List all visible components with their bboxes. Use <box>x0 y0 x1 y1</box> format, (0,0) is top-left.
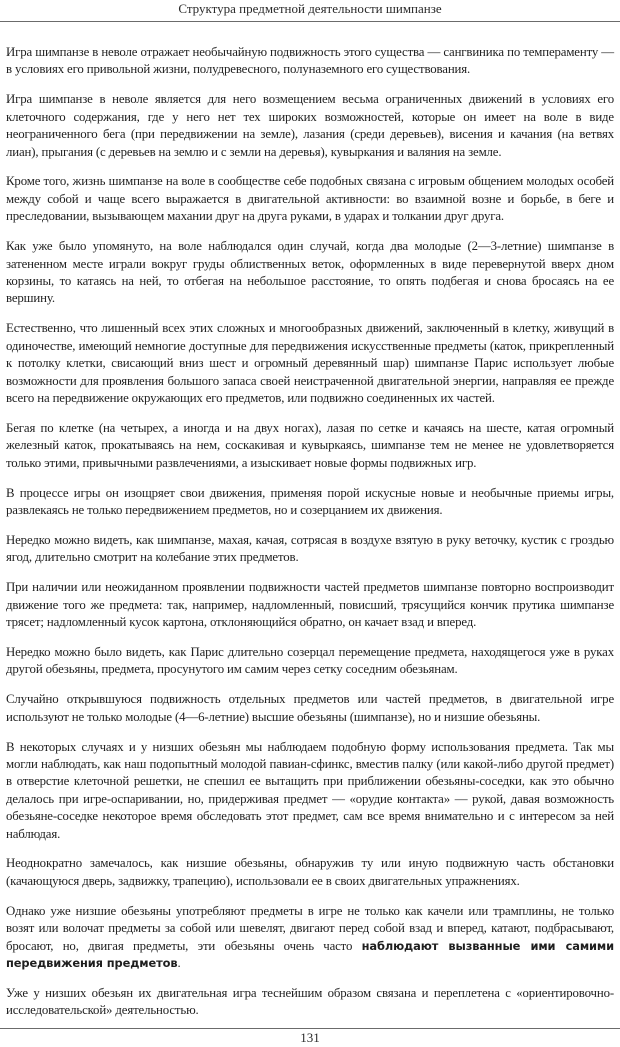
emphasized-phrase: наблюдают вызванные ими самими передвижения предметов <box>6 938 615 970</box>
paragraph-1: Игра шимпанзе в неволе отражает необычайную подвижность этого существа — сангвиника по темпераменту — в условиях его привольной жизни, полудревесного, полуназемного его существования. <box>6 45 614 77</box>
paragraph-8: Нередко можно видеть, как шимпанзе, махая, качая, сотрясая в воздухе взятую в руку веточку, кустик с гроздью ягод, длительно смотрит на колебание этих предметов. <box>6 532 614 565</box>
paragraph-4: Как уже было упомянуто, на воле наблюдался один случай, когда два молодые (2—3-летние) шимпанзе в затененном месте играли вокруг груды облиственных веток, оформленных в виде перевернутой вверх дном корзины, то катаясь на ней, то отбегая на небольшое расстояние, то опять подбегая и снова бросаясь на ее вершину. <box>6 239 614 306</box>
paragraph-5: Естественно, что лишенный всех этих сложных и многообразных движений, заключенный в клетку, живущий в одиночестве, имеющий немногие доступные для передвижения искусственные предметы (каток, прикрепленный к потолку клетки, свисающий вниз шест и огромный деревянный шар) шимпанзе Парис использует любые возможности для проявления большого запаса своей неистраченной двигательной энергии, направляя ее прежде всего на передвижение окружающих его предметов, или подвижно соединенных их частей. <box>6 321 614 405</box>
footer-divider <box>0 1028 620 1029</box>
paragraph-14-text: Однако уже низшие обезьяны употребляют предметы в игре не только как качели или трамплины, не только возят или волочат предметы за собой или шевелят, двигают перед собой взад и вперед, катают, подбрасывают, бросают, но, двигая предметы, эти обезьяны очень часто <box>6 903 614 953</box>
paragraph-15: Уже у низших обезьян их двигательная игра теснейшим образом связана и переплетена с «ориентировочно-исследовательской» деятельностью. <box>6 985 614 1018</box>
paragraph-7: В процессе игры он изощряет свои движения, применяя порой искусные новые и необычные приемы игры, развлекаясь не только передвижением предметов, но и созерцанием их движения. <box>6 485 614 517</box>
paragraph-6: Бегая по клетке (на четырех, а иногда и на двух ногах), лазая по сетке и качаясь на шесте, катая огромный железный каток, прокатываясь на нем, соскакивая и кувыркаясь, шимпанзе тем не менее не удовлетворяется только этими, привычными развлечениями, а изыскивает новые формы подвижных игр. <box>6 420 614 470</box>
paragraph-2: Игра шимпанзе в неволе является для него возмещением весьма ограниченных движений в условиях его клеточного содержания, где у него нет тех широких возможностей, которые он имеет на воле в виде неограниченного бега (при передвижении на земле), лазания (среди деревьев), висения и качания (на ветвях лиан), прыгания (с деревьев на землю и с земли на деревья), кувыркания и валяния на земле. <box>6 92 614 159</box>
paragraph-11: Случайно открывшуюся подвижность отдельных предметов или частей предметов, в двигательной игре используют не только молодые (4—6-летние) высшие обезьяны (шимпанзе), но и низшие обезьяны. <box>6 692 614 724</box>
paragraph-14 <box>6 903 614 973</box>
paragraph-9: При наличии или неожиданном проявлении подвижности частей предметов шимпанзе повторно воспроизводит движение того же предмета: так, например, надломленный, повисший, трясущийся кончик прутика шимпанзе трясет; надломленный кусок картона, отклоняющийся обратно, он качает взад и вперед. <box>6 580 614 629</box>
paragraph-13: Неоднократно замечалось, как низшие обезьяны, обнаружив ту или иную подвижную часть обстановки (качающуюся дверь, задвижку, трапецию), использовали ее в своих двигательных упражнениях. <box>6 856 614 888</box>
paragraph-14-end: . <box>177 955 181 970</box>
paragraph-12: В некоторых случаях и у низших обезьян мы наблюдаем подобную форму использования предмета. Так мы могли наблюдать, как наш подопытный молодой павиан-сфинкс, вместив палку (или какой-либо другой предмет) в отверстие клеточной решетки, не спешил ее вытащить при приближении обезьяны-соседки, как это обычно делалось при игре-оспаривании, но, придерживая предмет — «орудие контакта» — рукой, давая возможность обезьяне-соседке некоторое время обследовать этот предмет, сам все время внимательно и с интересом за ней наблюдая. <box>6 739 614 841</box>
running-header: Структура предметной деятельности шимпанзе <box>178 1 442 16</box>
page-number: 131 <box>300 1030 320 1045</box>
page-body <box>6 44 615 1018</box>
paragraph-3: Кроме того, жизнь шимпанзе на воле в сообществе себе подобных связана с игровым общением молодых особей между собой и чаще всего выражается в двигательной активности: во взаимной возне и борьбе, в беге и преследовании, вызывающем махании друг на друга руками, в ударах и толкании друг друга. <box>6 174 614 224</box>
paragraph-10: Нередко можно было видеть, как Парис длительно созерцал перемещение предмета, находящегося уже в руках другой обезьяны, предмета, просунутого им самим через сетку соседним обезьянам. <box>6 644 614 677</box>
header-divider <box>0 21 620 22</box>
